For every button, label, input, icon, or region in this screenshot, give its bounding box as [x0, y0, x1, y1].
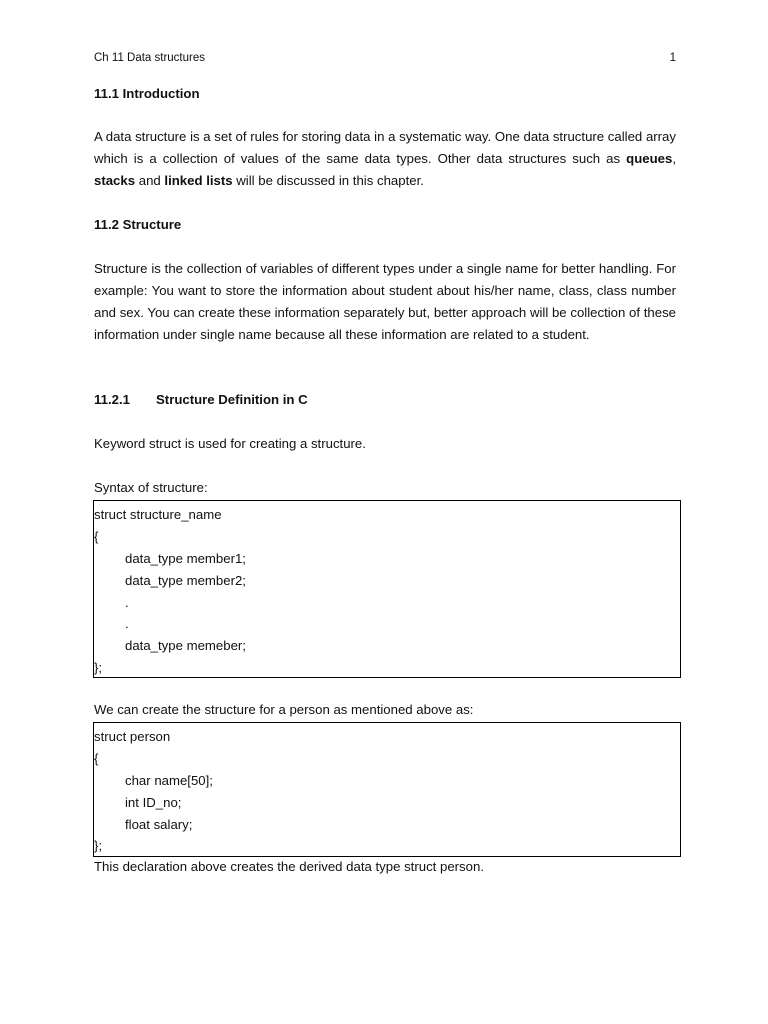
keyword-struct-line: Keyword struct is used for creating a structure. — [94, 436, 366, 451]
code-line: data_type memeber; — [125, 638, 246, 654]
code-line: { — [94, 528, 99, 544]
separator-comma: , — [672, 151, 676, 166]
document-page — [94, 0, 676, 1024]
term-linked-lists: linked lists — [164, 173, 233, 188]
subsection-number: 11.2.1 — [94, 392, 130, 407]
code-line: }; — [94, 660, 103, 676]
syntax-label: Syntax of structure: — [94, 480, 208, 495]
syntax-code-box — [93, 500, 681, 678]
section-heading-structure: 11.2 Structure — [94, 217, 182, 232]
code-line: data_type member2; — [125, 572, 246, 588]
example-label: We can create the structure for a person as mentioned above as: — [94, 702, 474, 717]
code-line: char name[50]; — [125, 772, 213, 788]
subsection-heading — [94, 392, 308, 407]
introduction-text: A data structure is a set of rules for storing data in a systematic way. One data structure called array which is a collection of values of the same data types. Other data structures such as — [94, 129, 676, 166]
term-stacks: stacks — [94, 173, 136, 188]
code-line: . — [125, 594, 129, 610]
subsection-title: Structure Definition in C — [156, 392, 308, 407]
code-line: float salary; — [125, 816, 193, 832]
introduction-text-end: will be discussed in this chapter. — [232, 173, 424, 188]
code-line: . — [125, 616, 129, 632]
section-heading-introduction: 11.1 Introduction — [94, 86, 200, 101]
introduction-paragraph — [94, 126, 676, 192]
code-line: }; — [94, 838, 103, 854]
page-header — [94, 52, 676, 64]
code-line: { — [94, 750, 99, 766]
code-line: data_type member1; — [125, 550, 246, 566]
code-line: int ID_no; — [125, 794, 182, 810]
example-code-box — [93, 722, 681, 857]
structure-paragraph: Structure is the collection of variables of different types under a single name for better handling. For example: You want to store the information about student about his/her name, class, class number and sex. You can create these information separately but, better approach will be collection of these information under single name because all these information are related to a student. — [94, 261, 676, 342]
chapter-title: Ch 11 Data structures — [94, 52, 206, 64]
separator-and: and — [135, 173, 165, 188]
code-line: struct person — [94, 729, 171, 744]
page-number: 1 — [669, 52, 676, 64]
closing-line: This declaration above creates the derived data type struct person. — [94, 859, 484, 874]
code-line: struct structure_name — [94, 507, 222, 522]
term-queues: queues — [626, 151, 673, 166]
